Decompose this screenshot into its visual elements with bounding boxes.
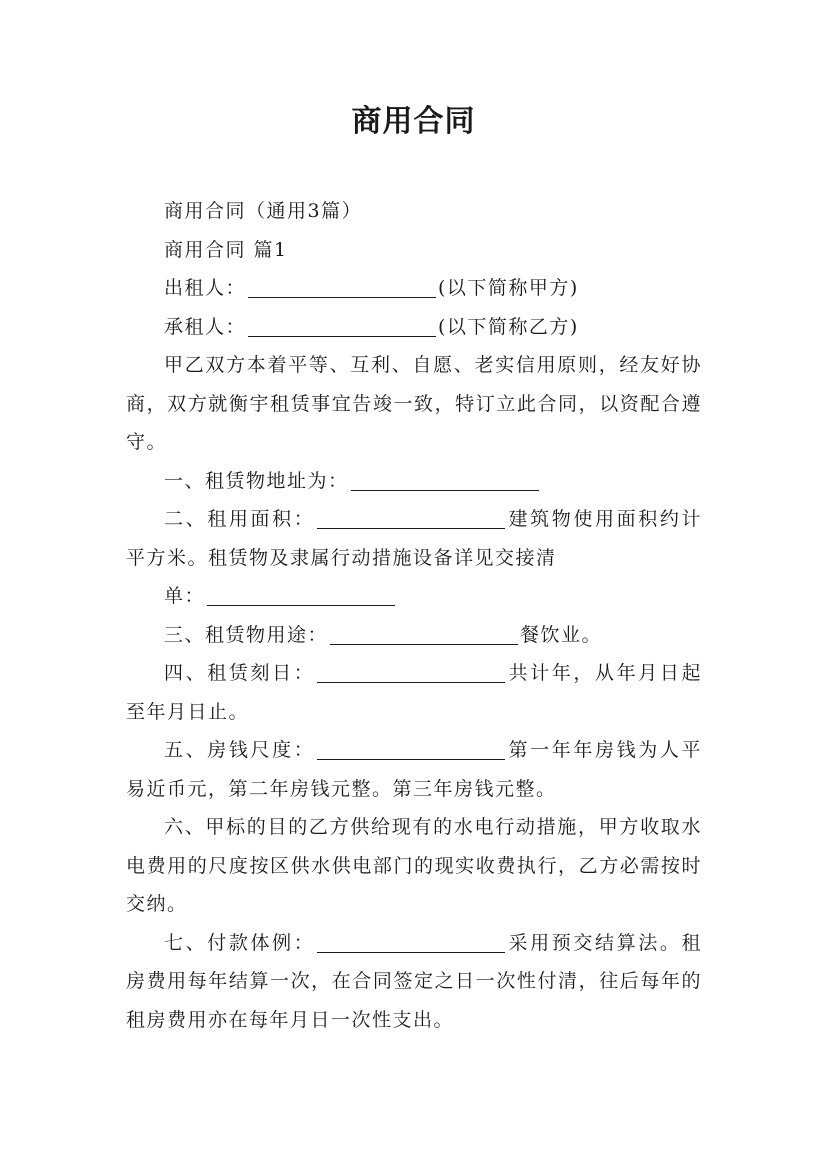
clause-1-label: 一、租赁物地址为： — [164, 469, 349, 492]
lessor-note: (以下简称甲方) — [438, 277, 579, 299]
clause-2-text: 建筑物使用面积约计平方米。租赁物及隶属行动措施设备详见交接清 — [126, 508, 702, 569]
preamble-text: 甲乙双方本着平等、互利、自愿、老实信用原则，经友好协商，双方就衡宇租赁事宜告竣一致，特订立此合同，以资配合遵守。 — [126, 354, 702, 453]
document-title: 商用合同 — [351, 104, 476, 139]
lessee-label: 承租人： — [164, 315, 247, 338]
clause-7-text: 采用预交结算法。租房费用每年结算一次，在合同签定之日一次性付清，往后每年的租房费用亦在每年月日一次性支出。 — [126, 931, 702, 1031]
paragraph-subtitle — [126, 192, 702, 231]
paragraph-clause-2-cont — [126, 577, 702, 616]
paragraph-preamble — [126, 346, 702, 462]
lessee-note: (以下简称乙方) — [438, 315, 579, 338]
paragraph-lessee — [126, 308, 702, 347]
clause-2-label: 二、租用面积： — [164, 508, 316, 530]
clause-3-text: 餐饮业。 — [520, 623, 603, 646]
subtitle-text: 商用合同（通用3篇） — [164, 200, 363, 222]
paragraph-clause-4 — [126, 654, 702, 731]
clause-4-label: 四、租赁刻日： — [164, 662, 316, 684]
area-blank — [317, 509, 505, 529]
lessor-label: 出租人： — [164, 277, 247, 299]
clause-4-text: 共计年，从年月日起至年月日止。 — [126, 662, 702, 723]
clause-5-label: 五、房钱尺度： — [164, 739, 316, 761]
lessee-blank — [248, 317, 436, 337]
paragraph-clause-5 — [126, 731, 702, 808]
paragraph-lessor — [126, 269, 702, 308]
paragraph-clause-3 — [126, 616, 702, 655]
term-blank — [317, 663, 505, 683]
paragraph-section-heading — [126, 231, 702, 270]
clause-6-text: 六、甲标的目的乙方供给现有的水电行动措施，甲方收取水电费用的尺度按区供水供电部门的现实收费执行，乙方必需按时交纳。 — [126, 816, 702, 915]
clause-7-label: 七、付款体例： — [164, 931, 316, 954]
clause-5-text: 第一年年房钱为人平易近币元，第二年房钱元整。第三年房钱元整。 — [126, 739, 702, 800]
paragraph-clause-6 — [126, 808, 702, 924]
clause-3-label: 三、租赁物用途： — [164, 623, 329, 646]
lessor-blank — [248, 278, 436, 298]
clause-2-cont-label: 单： — [164, 585, 206, 607]
paragraph-clause-7 — [126, 924, 702, 1040]
section-heading-text: 商用合同 篇1 — [164, 238, 288, 261]
list-blank — [207, 586, 395, 606]
use-blank — [330, 625, 518, 645]
address-blank — [351, 471, 539, 491]
payment-blank — [317, 933, 505, 953]
rent-blank — [317, 740, 505, 760]
document-body — [126, 192, 702, 1039]
paragraph-clause-2 — [126, 500, 702, 577]
paragraph-clause-1 — [126, 462, 702, 501]
